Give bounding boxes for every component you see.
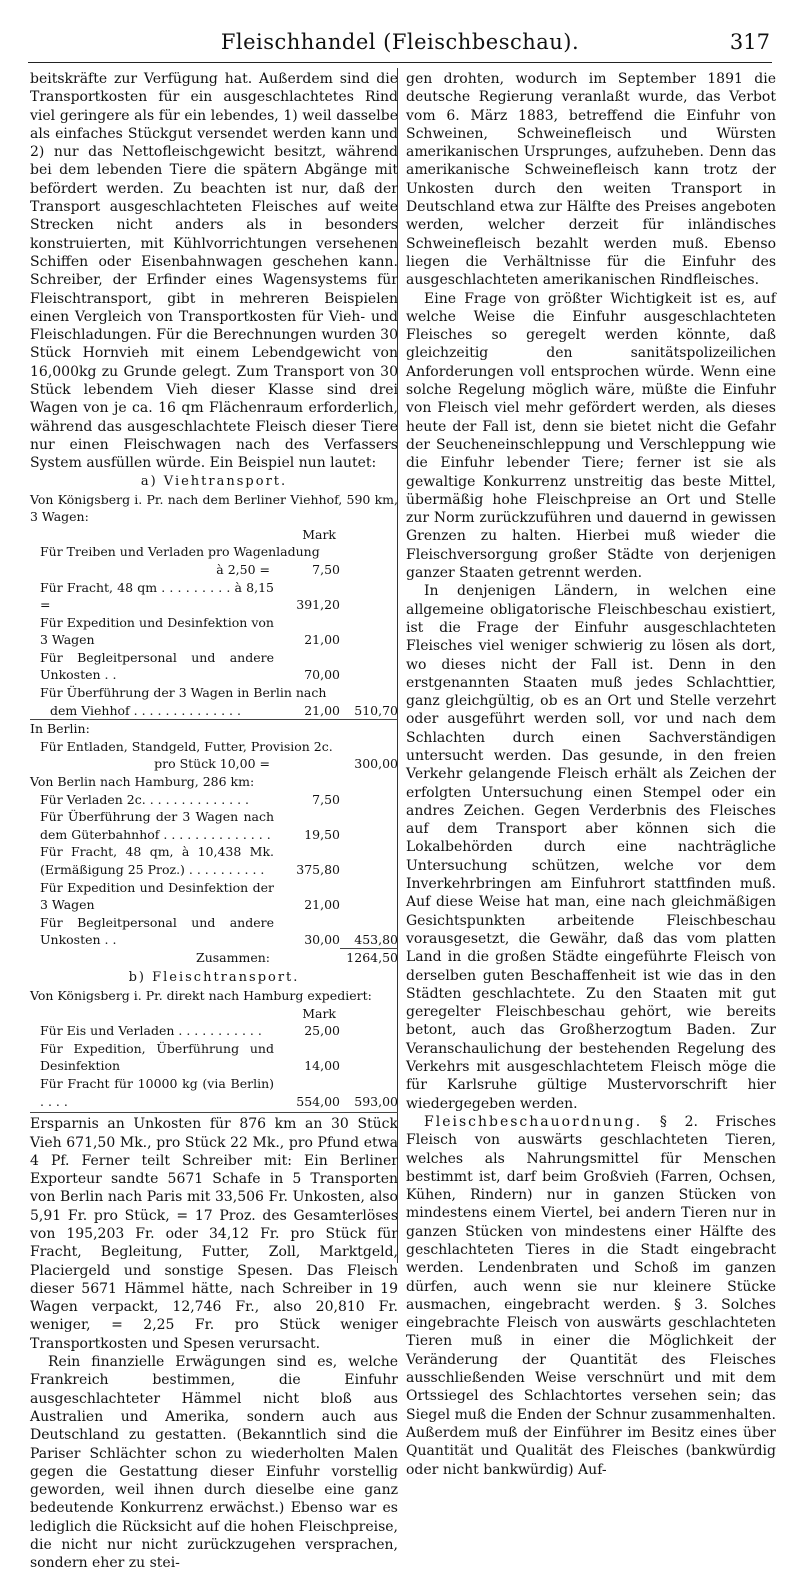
subtotal: 453,80 bbox=[354, 931, 398, 947]
running-title: Fleischhandel (Fleischbeschau). bbox=[220, 30, 580, 54]
table-cell: 21,00 bbox=[304, 897, 340, 913]
table-cell: 7,50 bbox=[312, 791, 340, 807]
subtotal: 300,00 bbox=[354, 756, 398, 772]
table-row-label: Für Entladen, Standgeld, Futter, Provision 2c. bbox=[40, 738, 333, 754]
table-row-label: Für Expedition und Desinfektion von 3 Wagen bbox=[40, 614, 274, 648]
table-row-label: Für Fracht für 10000 kg (via Berlin) . . . . bbox=[40, 1076, 274, 1109]
table-cell: 21,00 bbox=[304, 702, 340, 718]
table-a-heading: a) Viehtransport. bbox=[140, 473, 288, 489]
table-cell: 21,00 bbox=[304, 632, 340, 648]
table-row-label: Für Überführung der 3 Wagen nach dem Güterbahnhof . . . . . . . . . . . . . . bbox=[40, 809, 274, 842]
table-row-label: Für Begleitpersonal und andere Unkosten . . bbox=[40, 914, 274, 948]
paragraph bbox=[406, 1113, 776, 1479]
table-cell: 375,80 bbox=[296, 862, 340, 877]
unit-label: Mark bbox=[302, 526, 336, 542]
table-row-label: Für Expedition und Desinfektion der 3 Wagen bbox=[40, 879, 274, 913]
table-b-route: Von Königsberg i. Pr. direkt nach Hamburg expediert: bbox=[30, 988, 372, 1004]
table-row-label: Für Verladen 2c. . . . . . . . . . . . . . bbox=[40, 791, 250, 807]
divider bbox=[30, 1112, 398, 1113]
table-row-label: dem Viehhof . . . . . . . . . . . . . . bbox=[50, 702, 241, 718]
table-row-label: Für Fracht, 48 qm . . . . . . . . . à 8,15 = bbox=[40, 579, 274, 613]
cost-table-a bbox=[30, 526, 398, 967]
table-row-label: Für Expedition, Überführung und Desinfektion bbox=[40, 1040, 274, 1074]
table-cell: 7,50 bbox=[312, 561, 340, 577]
page-number: 317 bbox=[729, 30, 770, 54]
total-value: 1264,50 bbox=[340, 949, 398, 967]
table-b-heading: b) Fleischtransport. bbox=[128, 970, 300, 986]
table-cell: 14,00 bbox=[304, 1058, 340, 1074]
table-cell: 25,00 bbox=[304, 1023, 340, 1039]
table-cell: 554,00 bbox=[296, 1093, 340, 1109]
section-heading: Fleischbeschauordnung. bbox=[424, 1113, 643, 1130]
subtotal: 593,00 bbox=[354, 1093, 398, 1109]
left-column bbox=[30, 70, 398, 1573]
cost-table-b bbox=[30, 1005, 398, 1111]
page-header bbox=[28, 26, 772, 63]
table-cell: 391,20 bbox=[296, 597, 340, 613]
paragraph-text: § 2. Frisches Fleisch von auswärts geschlachteten Tieren, welches als Nahrungsmittel für Menschen bestimmt ist, darf beim Großvieh (Farren, Ochsen, Kühen, Rindern) nur in ganzen Stücken von mindestens einem Viertel, bei andern Tieren nur in ganzen Stücken von mindestens einer Hälfte des geschlachteten Tieres in die Stadt eingebracht werden. Lendenbraten und Schoß im ganzen dürfen, auch wenn sie nur kleinere Stücke ausmachen, eingebracht werden. § 3. Solches eingebrachte Fleisch von auswärts geschlachteten Tieren muß in einer die Möglichkeit der Veränderung der Quantität des Fleisches ausschließenden Weise verschnürt und mit dem Ortssiegel des Schlachtortes versehen sein; das Siegel muß die Enden der Schnur zusammenhalten. Außerdem muß der Einführer im Besitz eines über Quantität und Qualität des Fleisches (bankwürdig oder nicht bankwürdig) Auf- bbox=[406, 1113, 777, 1478]
paragraph: Eine Frage von größter Wichtigkeit ist es, auf welche Weise die Einfuhr ausgeschlachteten Fleisches so geregelt werden könnte, daß gleichzeitig den sanitätspolizeilichen Anforderungen voll entsprochen würde. Wenn eine solche Regelung möglich wäre, müßte die Einfuhr von Fleisch viel mehr gefördert werden, als dieses heute der Fall ist, denn sie bietet nicht die Gefahr der Seucheneinschleppung und Verschleppung wie die Einfuhr lebender Tiere; ferner ist sie als gewaltige Konkurrenz unstreitig das beste Mittel, übermäßig hohe Fleischpreise an Ort und Stelle zur Norm zurückzuführen und dauernd in gewissen Grenzen zu halten. Hierbei muß wieder die Fleischversorgung großer Städte von derjenigen ganzer Staaten getrennt werden. bbox=[406, 290, 776, 582]
subtotal: 510,70 bbox=[354, 702, 398, 718]
paragraph: Ersparnis an Unkosten für 876 km an 30 Stück Vieh 671,50 Mk., pro Stück 22 Mk., pro Pfund etwa 4 Pf. Ferner teilt Schreiber mit: Ein Berliner Exporteur sandte 5671 Schafe in 5 Transporten von Berlin nach Paris mit 33,506 Fr. Unkosten, also 5,91 Fr. pro Stück, = 17 Proz. des Gesamterlöses von 195,203 Fr. oder 34,12 Fr. pro Stück für Fracht, Begleitung, Futter, Zoll, Marktgeld, Placiergeld und sonstige Spesen. Das Fleisch dieser 5671 Hämmel hätte, nach Schreiber in 19 Wagen verpackt, 12,746 Fr., also 20,810 Fr. weniger, = 2,25 Fr. pro Stück weniger Transportkosten und Spesen verursacht. bbox=[30, 1116, 398, 1352]
table-section-label: Von Berlin nach Hamburg, 286 km: bbox=[30, 774, 255, 790]
table-row-label: à 2,50 = bbox=[216, 561, 270, 577]
table-row-label: Für Fracht, 48 qm, à 10,438 Mk. (Ermäßigung 25 Proz.) . . . . . . . . . . bbox=[40, 844, 274, 877]
table-row-label: pro Stück 10,00 = bbox=[154, 756, 270, 772]
paragraph: Rein finanzielle Erwägungen sind es, welche Frankreich bestimmen, die Einfuhr ausgeschlachteter Hämmel nicht bloß aus Australien und Amerika, sondern auch aus Deutschland zu gestatten. (Bekanntlich sind die Pariser Schlächter schon zu wiederholten Malen gegen die Gestattung dieser Einfuhr vorstellig geworden, weil ihnen durch dieselbe eine ganz bedeutende Konkurrenz erwächst.) Ebenso war es lediglich die Rücksicht auf die hohen Fleischpreise, die nicht nur nicht zurückzugehen versprachen, sondern eher zu stei- bbox=[30, 1354, 398, 1572]
table-row-label: Für Eis und Verladen . . . . . . . . . . . bbox=[40, 1023, 262, 1039]
paragraph: In denjenigen Ländern, in welchen eine allgemeine obligatorische Fleischbeschau existiert, ist die Frage der Einfuhr ausgeschlachteten Fleisches viel weniger schwierig zu lösen als dort, wo dieses nicht der Fall ist. Denn in den erstgenannten Staaten muß jedes Schlachttier, ganz gleichgültig, ob es an Ort und Stelle verzehrt oder ausgeführt werden soll, vor und nach dem Schlachten durch einen Sachverständigen untersucht werden. Das gesunde, in den freien Verkehr gelangende Fleisch erhält als Zeichen der erfolgten Untersuchung einen Stempel oder ein andres Zeichen. Gegen Verderbnis des Fleisches auf dem Transport aber können sich die Lokalbehörden durch eine nachträgliche Untersuchung schützen, welche vor dem Inverkehrbringen am Einfuhrort stattfinden muß. Auf diese Weise hat man, eine nach gleichmäßigen Gesichtspunkten arbeitende Fleischbeschau vorausgesetzt, die Gewähr, daß das vom platten Land in die großen Städte eingeführte Fleisch von derselben guten Beschaffenheit ist wie das in den Städten geschlachtete. Zu den Staaten mit gut geregelter Fleischbeschau gehört, wie bereits betont, auch das Großherzogtum Baden. Zur Veranschaulichung der bestehenden Regelung des Verkehrs mit ausgeschlachtetem Fleisch möge die für Karlsruhe gültige Mustervorschrift hier wiedergegeben werden. bbox=[406, 583, 776, 1112]
table-a-route: Von Königsberg i. Pr. nach dem Berliner Viehhof, 590 km, 3 Wagen: bbox=[30, 491, 398, 525]
right-column bbox=[406, 70, 776, 1479]
table-cell: 30,00 bbox=[304, 932, 340, 948]
paragraph: gen drohten, wodurch im September 1891 die deutsche Regierung veranlaßt wurde, das Verbot vom 6. März 1883, betreffend die Einfuhr von Schweinen, Schweinefleisch und Würsten amerikanischen Ursprunges, aufzuheben. Denn das amerikanische Schweinefleisch kann trotz der Unkosten durch den weiten Transport in Deutschland etwa zur Hälfte des Preises angeboten werden, welcher derzeit für inländisches Schweinefleisch bezahlt werden muß. Ebenso liegen die Verhältnisse für die Einfuhr des ausgeschlachteten amerikanischen Rindfleisches. bbox=[406, 71, 776, 289]
table-cell: 70,00 bbox=[304, 667, 340, 683]
table-row-label: Für Überführung der 3 Wagen in Berlin nach bbox=[40, 685, 327, 701]
table-cell: 19,50 bbox=[304, 826, 340, 842]
table-row-label: Für Treiben und Verladen pro Wagenladung bbox=[40, 544, 320, 560]
table-section-label: In Berlin: bbox=[30, 720, 398, 738]
paragraph: beitskräfte zur Verfügung hat. Außerdem sind die Transportkosten für ein ausgeschlachtetes Rind viel geringere als für ein lebendes, 1) weil dasselbe als einfaches Stückgut versendet werden kann und 2) nur das Nettofleischgewicht besitzt, während bei dem lebenden Tiere die spätern Abgänge mit befördert werden. Zu beachten ist nur, daß der Transport ausgeschlachteten Fleisches auf weite Strecken nicht anders als in besonders konstruierten, mit Kühlvorrichtungen versehenen Schiffen oder Eisenbahnwagen geschehen kann. Schreiber, der Erfinder eines Wagensystems für Fleischtransport, gibt in mehreren Beispielen einen Vergleich von Transportkosten für Vieh- und Fleischladungen. Für die Berechnungen wurden 30 Stück Hornvieh mit einem Lebendgewicht von 16,000kg zu Grunde gelegt. Zum Transport von 30 Stück lebendem Vieh dieser Klasse sind drei Wagen von je ca. 16 qm Flächenraum erforderlich, während das ausgeschlachtete Fleisch dieser Tiere nur einen Fleischwagen nach des Verfassers System ausfüllen würde. Ein Beispiel nun lautet: bbox=[30, 71, 398, 472]
table-row-label: Für Begleitpersonal und andere Unkosten . . bbox=[40, 649, 274, 683]
unit-label: Mark bbox=[302, 1005, 336, 1021]
total-label: Zusammen: bbox=[196, 950, 270, 966]
